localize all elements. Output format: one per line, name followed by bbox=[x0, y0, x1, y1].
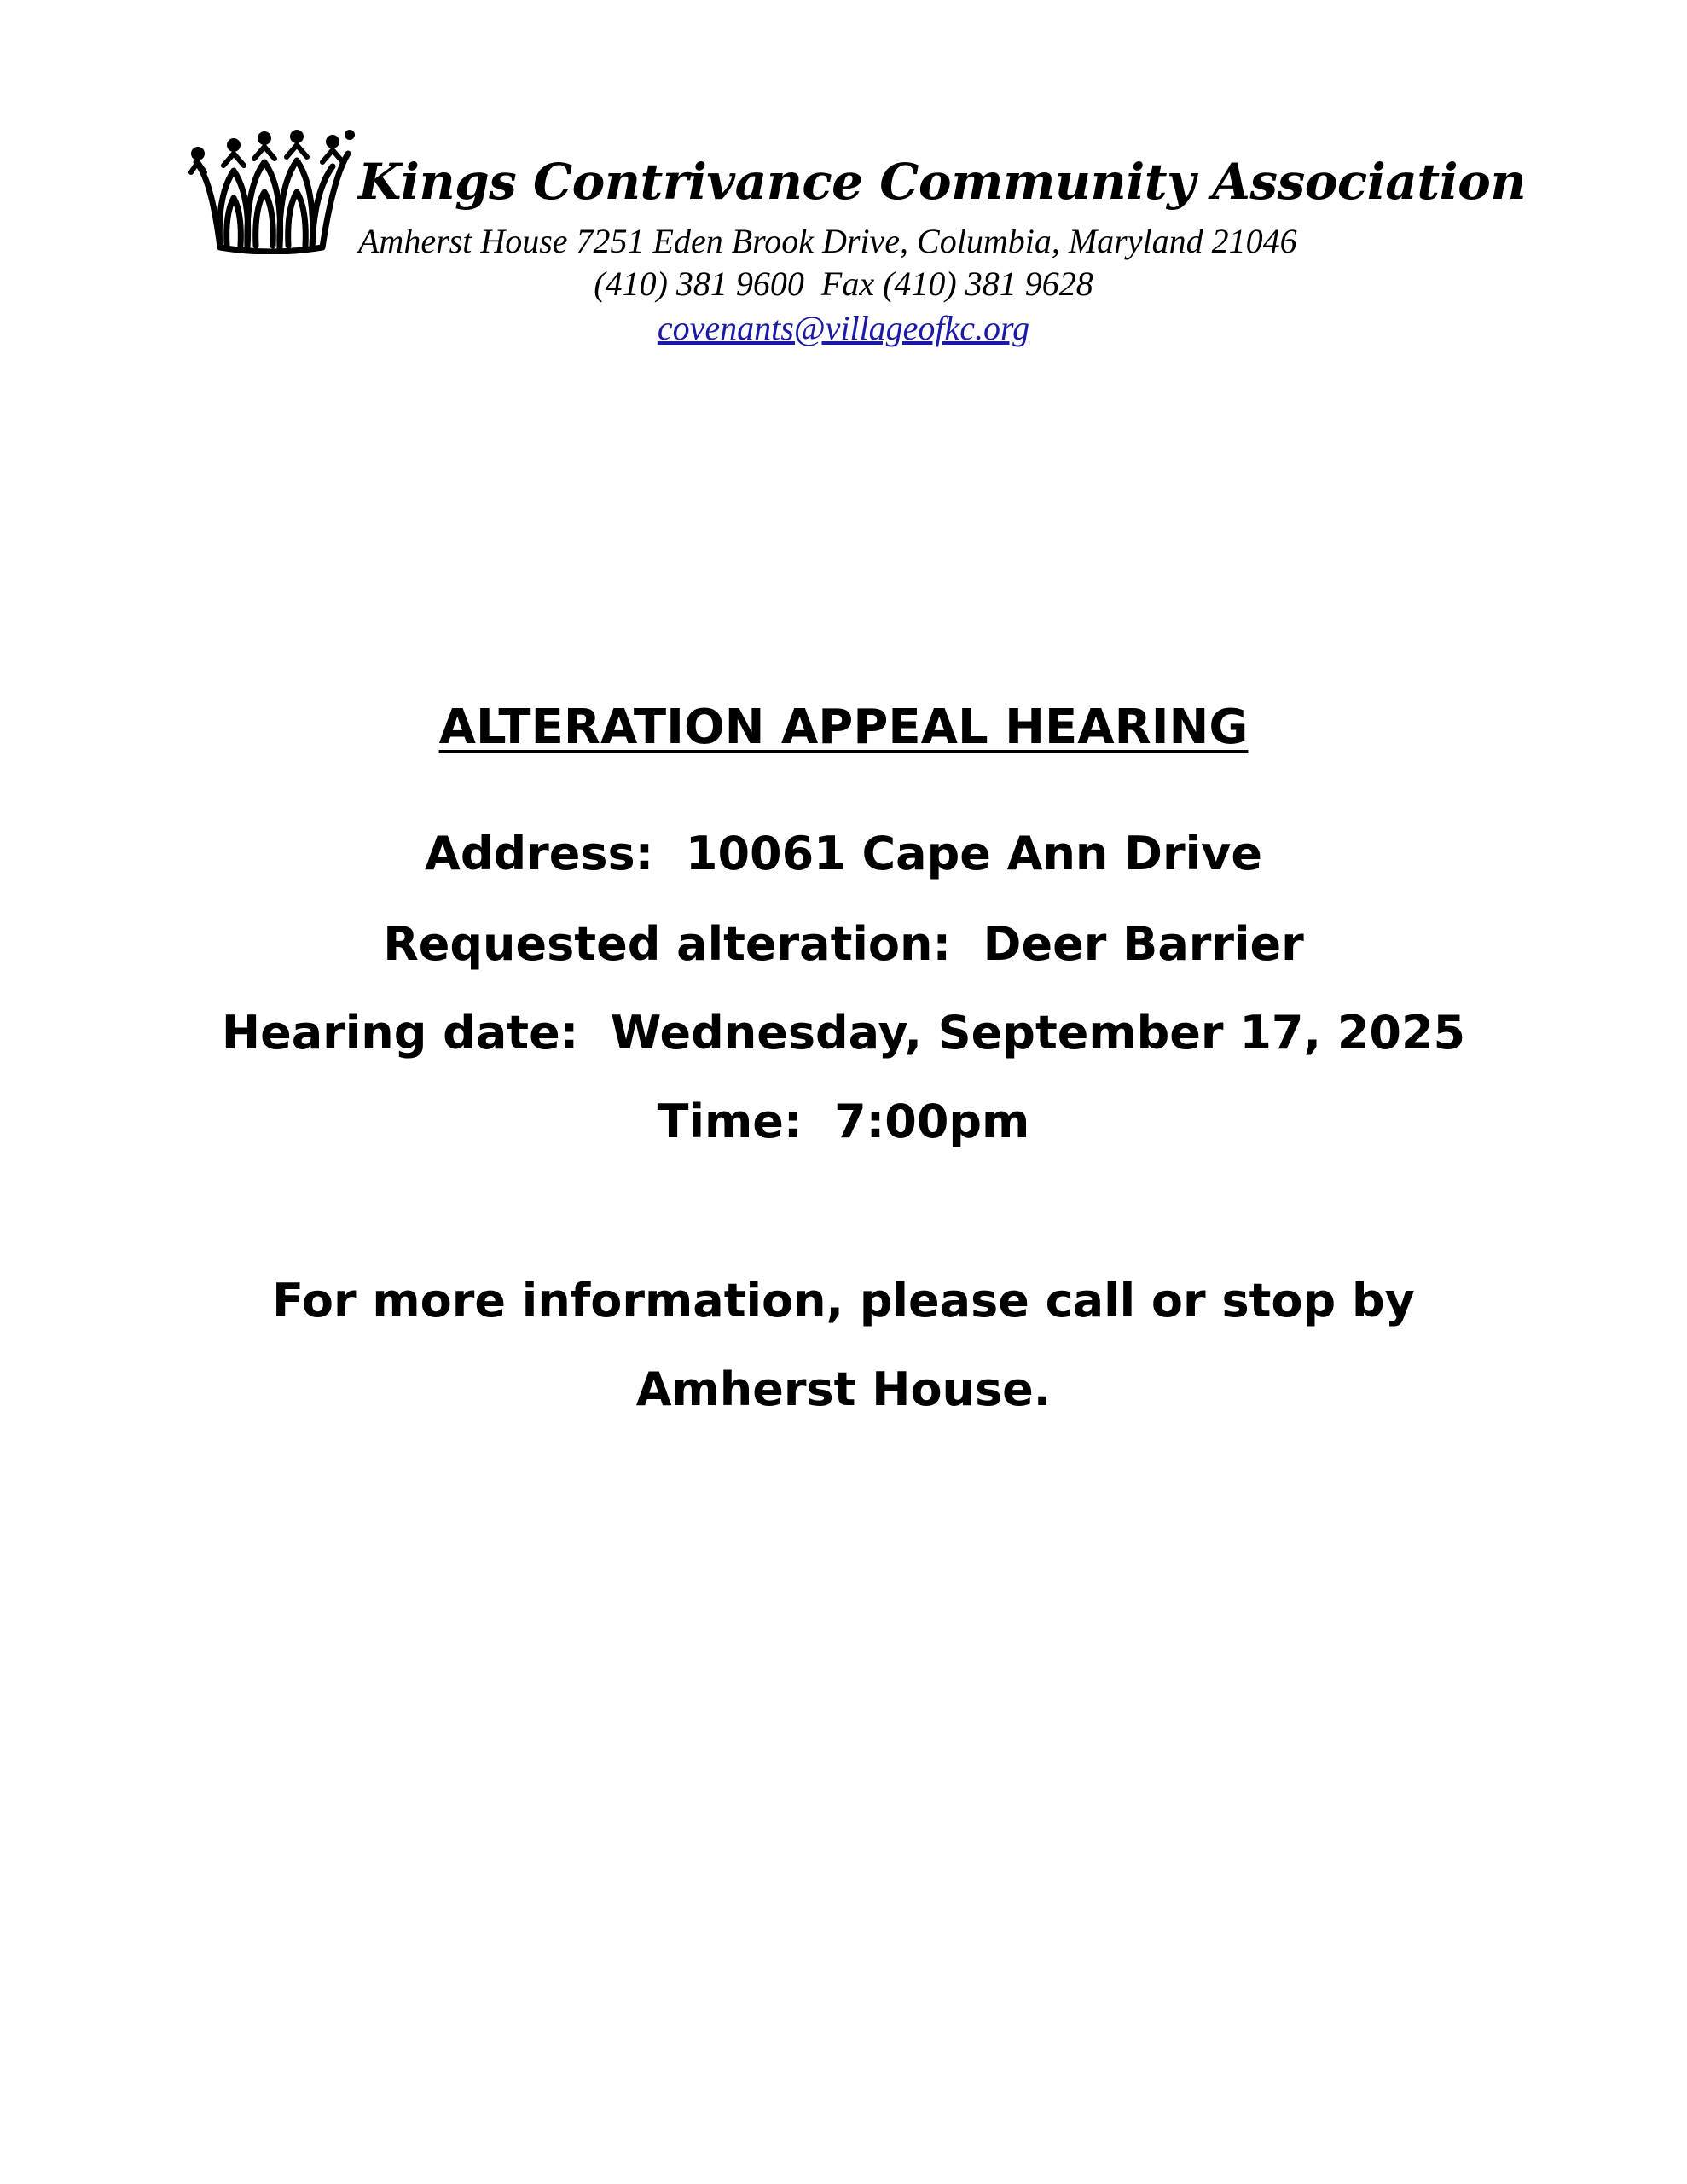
notice-title: ALTERATION APPEAL HEARING bbox=[438, 700, 1249, 755]
email-link[interactable]: covenants@villageofkc.org bbox=[657, 309, 1030, 347]
organization-name: Kings Contrivance Community Association bbox=[358, 153, 1527, 211]
organization-address: Amherst House 7251 Eden Brook Drive, Columbia, Maryland 21046 bbox=[358, 222, 1297, 260]
organization-phone-fax: (410) 381 9600 Fax (410) 381 9628 bbox=[594, 264, 1093, 303]
organization-email-container bbox=[0, 307, 1687, 350]
hearing-date: Hearing date: Wednesday, September 17, 2025 bbox=[221, 1006, 1466, 1060]
hearing-time: Time: 7:00pm bbox=[657, 1095, 1030, 1148]
requested-alteration: Requested alteration: Deer Barrier bbox=[383, 917, 1304, 971]
crown-icon bbox=[186, 128, 357, 254]
hearing-address: Address: 10061 Cape Ann Drive bbox=[425, 827, 1262, 880]
info-line-2: Amherst House. bbox=[635, 1362, 1052, 1416]
info-line-1: For more information, please call or stop by bbox=[272, 1274, 1415, 1327]
